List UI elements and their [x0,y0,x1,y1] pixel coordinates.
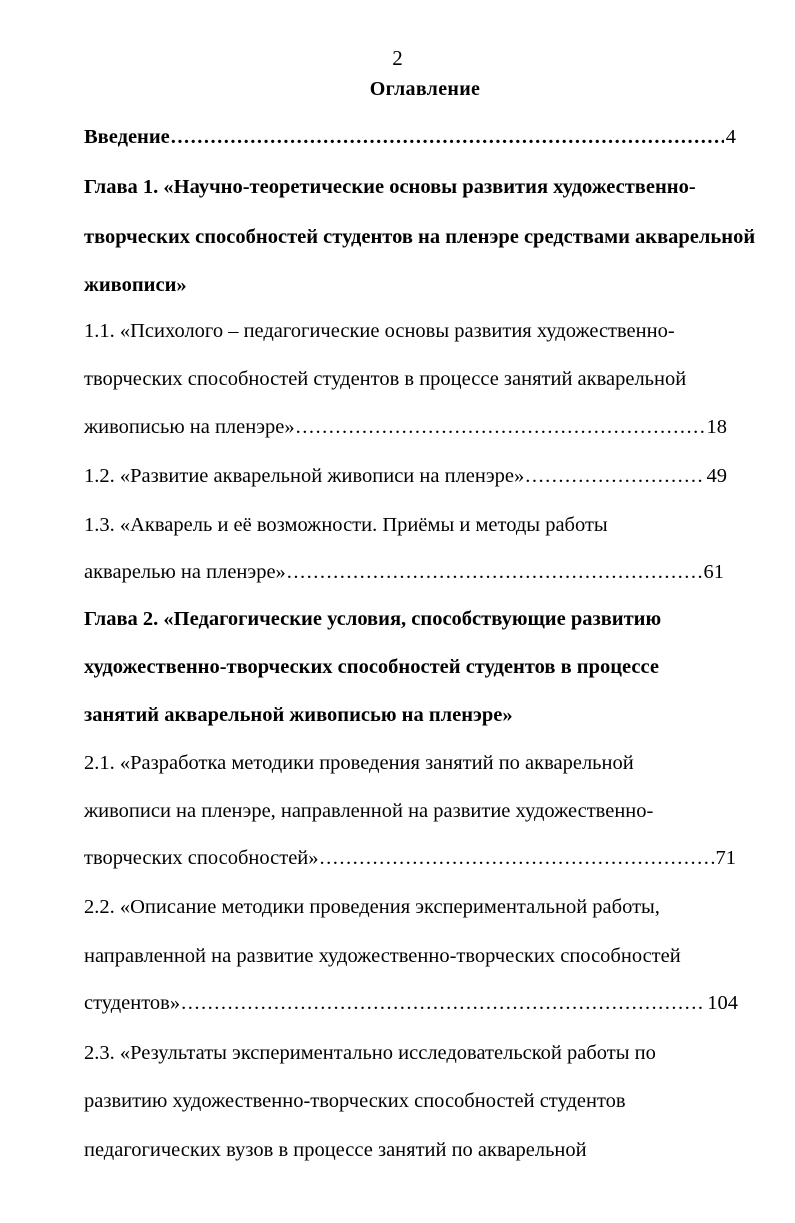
s21-line1[interactable]: 2.1. «Разработка методики проведения занятий по акварельной [84,752,634,774]
toc-entry-label: Введение [84,126,170,148]
toc-page-number: 104 [707,992,738,1014]
s11-line2[interactable]: творческих способностей студентов в процессе занятий акварельной [84,368,687,390]
chapter2-line1[interactable]: Глава 2. «Педагогические условия, способствующие развитию [84,608,662,630]
toc-entry-label: живописью на пленэре» [84,416,295,438]
s23-line1[interactable]: 2.3. «Результаты экспериментально исследовательской работы по [84,1042,656,1064]
toc-page-number: 18 [706,416,727,438]
chapter1-line3[interactable]: живописи» [84,274,187,296]
toc-page-number: 61 [703,561,724,583]
toc-page-number: 49 [706,465,727,487]
page-number: 2 [392,46,403,70]
chapter2-line2[interactable]: художественно-творческих способностей студентов в процессе [84,656,659,678]
chapter2-line3[interactable]: занятий акварельной живописью на пленэре» [84,704,513,726]
leader-dots [296,414,705,440]
s13-line1[interactable]: 1.3. «Акварель и её возможности. Приёмы и методы работы [84,514,608,536]
leader-dots [171,124,724,150]
toc-entry-label: творческих способностей» [84,847,319,869]
s21-line2[interactable]: живописи на пленэре, направленной на развитие художественно- [84,800,654,822]
s22-line1[interactable]: 2.2. «Описание методики проведения экспериментальной работы, [84,896,660,918]
s22-line2[interactable]: направленной на развитие художественно-творческих способностей [84,945,681,967]
leader-dots [287,559,702,585]
toc-entry-1-1[interactable] [84,414,727,440]
toc-entry-intro[interactable] [84,124,736,150]
s23-line2[interactable]: развитию художественно-творческих способностей студентов [84,1090,626,1112]
s11-line1[interactable]: 1.1. «Психолого – педагогические основы развития художественно- [84,320,675,342]
toc-entry-label: студентов» [84,992,181,1014]
toc-entry-2-1[interactable] [84,845,736,871]
toc-entry-label: 1.2. «Развитие акварельной живописи на пленэре» [84,465,525,487]
leader-dots [525,463,704,489]
chapter1-line1[interactable]: Глава 1. «Научно-теоретические основы развития художественно- [84,176,696,198]
leader-dots [320,845,714,871]
toc-entry-1-3[interactable] [84,559,724,585]
toc-page-number: 4 [725,126,736,148]
leader-dots [181,990,705,1016]
chapter1-line2[interactable]: творческих способностей студентов на пленэре средствами акварельной [84,226,756,248]
toc-title: Оглавление [369,78,481,100]
toc-entry-1-2[interactable] [84,463,727,489]
toc-entry-label: акварелью на пленэре» [84,561,286,583]
toc-entry-2-2[interactable] [84,990,738,1016]
toc-page-number: 71 [715,847,736,869]
s23-line3[interactable]: педагогических вузов в процессе занятий по акварельной [84,1139,587,1161]
